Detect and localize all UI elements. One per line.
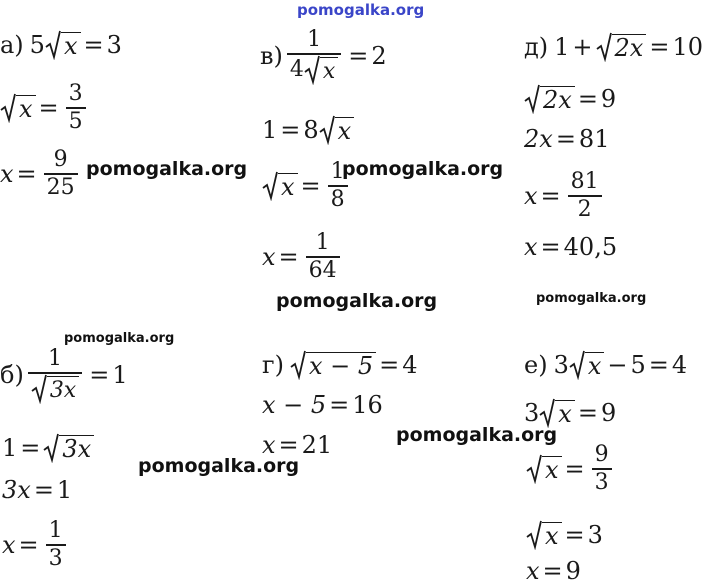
watermark: pomogalka.org: [138, 455, 300, 477]
problem-e-line2: 3 x = 9: [524, 399, 617, 428]
sqrt-sign: x: [319, 115, 355, 145]
sqrt-sign: 2x: [524, 84, 575, 114]
problem-b-line4: x = $\frac{1}{3}$: [2, 514, 70, 576]
problem-b-line3: 3x = 1: [2, 476, 73, 504]
problem-e-label: е): [524, 351, 548, 379]
watermark: pomogalka.org: [64, 331, 175, 346]
sqrt-sign: x: [262, 171, 298, 201]
watermark: pomogalka.org: [536, 291, 647, 306]
watermark: pomogalka.org: [86, 158, 248, 180]
fraction: $\frac{1}{3}$: [46, 518, 66, 572]
sqrt-sign: x: [0, 93, 36, 123]
problem-a-line3: x = $\frac{9}{25}$: [0, 144, 82, 204]
problem-b-label: б): [0, 361, 24, 389]
watermark: pomogalka.org: [396, 424, 558, 446]
problem-v-line3: x = $\frac{1}{8}$: [262, 155, 352, 217]
sqrt-sign: x: [526, 520, 562, 550]
problem-g-line2: x − 5 = 16: [262, 391, 383, 419]
problem-a-line1: а) 5 x = 3: [0, 31, 122, 60]
sqrt-sign: x: [304, 55, 338, 85]
site-link[interactable]: pomogalka.org: [297, 1, 425, 19]
sqrt-sign: x − 5: [290, 350, 376, 380]
problem-d-label: д): [524, 33, 549, 61]
sqrt-sign: x: [539, 398, 575, 428]
problem-v-line2: 1 = 8 x: [262, 115, 354, 145]
problem-b-line2: 1 = 3x: [2, 433, 94, 463]
fraction: $\frac{81}{2}$: [568, 169, 602, 223]
fraction: $\frac{9}{3}$: [592, 442, 612, 496]
watermark: pomogalka.org: [276, 290, 438, 312]
fraction: 1 4 x: [287, 27, 341, 85]
problem-g-line3: x = 21: [262, 431, 333, 459]
problem-v-line4: x = $\frac{1}{64}$: [262, 226, 344, 288]
fraction: $\frac{1}{8}$: [328, 159, 348, 213]
fraction: $\frac{1}{64}$: [306, 230, 340, 284]
problem-b-line1: б) $\frac{1}{3x}$ = 1: [0, 346, 128, 403]
problem-a-label: а): [0, 31, 24, 59]
sqrt-sign: x: [45, 30, 81, 60]
problem-v-line1: в) 1 4 x = 2: [260, 27, 387, 84]
sqrt-sign: 3x: [31, 374, 79, 404]
problem-e-line5: x = 9: [526, 557, 581, 585]
problem-g-line1: г) x − 5 = 4: [262, 351, 418, 380]
problem-e-line1: е) 3 x − 5 = 4: [524, 351, 688, 380]
fraction: $\frac{3}{5}$: [66, 81, 86, 135]
problem-d-line2: 2x = 9: [524, 84, 616, 114]
problem-e-line3: x = $\frac{9}{3}$: [526, 438, 616, 500]
problem-d-line5: x = 40,5: [524, 233, 618, 261]
problem-d-line1: д) 1 + 2x = 10: [524, 33, 703, 62]
problem-a-line2: x = $\frac{3}{5}$: [0, 78, 90, 138]
problem-v-label: в): [260, 42, 283, 70]
fraction: $\frac{1}{3x}$: [28, 346, 82, 404]
problem-g-label: г): [262, 351, 284, 379]
sqrt-sign: x: [569, 350, 605, 380]
sqrt-sign: 3x: [43, 433, 94, 463]
fraction: $\frac{9}{25}$: [44, 147, 78, 201]
sqrt-sign: 2x: [596, 32, 647, 62]
problem-e-line4: x = 3: [526, 520, 603, 550]
sqrt-sign: x: [526, 454, 562, 484]
watermark: pomogalka.org: [342, 158, 504, 180]
problem-d-line3: 2x = 81: [524, 125, 610, 153]
problem-d-line4: x = $\frac{81}{2}$: [524, 165, 606, 227]
